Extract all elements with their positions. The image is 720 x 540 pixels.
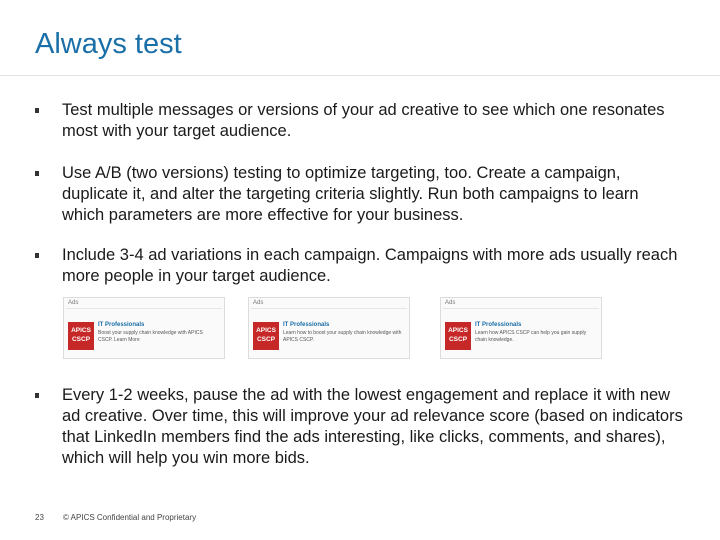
ad-copy: Learn how to boost your supply chain knowledge with APICS CSCP. bbox=[283, 330, 402, 343]
ad-preview bbox=[440, 297, 602, 359]
ad-preview bbox=[248, 297, 410, 359]
ad-headline: IT Professionals bbox=[475, 322, 522, 328]
bullet-item bbox=[35, 100, 685, 142]
ads-label: Ads bbox=[253, 300, 264, 306]
bullet-square-icon bbox=[35, 171, 39, 176]
apics-logo bbox=[445, 322, 471, 350]
ad-divider bbox=[443, 308, 599, 309]
ad-headline: IT Professionals bbox=[98, 322, 145, 328]
bullet-item bbox=[35, 163, 685, 226]
bullet-square-icon bbox=[35, 253, 39, 258]
page-number: 23 bbox=[35, 513, 44, 522]
logo-line: CSCP bbox=[256, 336, 276, 343]
ad-headline: IT Professionals bbox=[283, 322, 330, 328]
bullet-item bbox=[35, 385, 685, 469]
bullet-text: Include 3-4 ad variations in each campaign. Campaigns with more ads usually reach more people in your target audience. bbox=[62, 246, 678, 285]
logo-line: APICS bbox=[256, 327, 276, 334]
logo-line: CSCP bbox=[448, 336, 468, 343]
ads-label: Ads bbox=[445, 300, 456, 306]
bullet-text: Use A/B (two versions) testing to optimize targeting, too. Create a campaign, duplicate it, and alter the targeting criteria slightly. Run both campaigns to learn which parameters are more effective for your business. bbox=[62, 164, 639, 224]
ad-copy: Learn how APICS CSCP can help you gain supply chain knowledge. bbox=[475, 330, 587, 343]
bullet-square-icon bbox=[35, 108, 39, 113]
ad-copy: Boost your supply chain knowledge with APICS CSCP. Learn More bbox=[98, 330, 203, 343]
ad-divider bbox=[66, 308, 222, 309]
bullet-square-icon bbox=[35, 393, 39, 398]
title-divider bbox=[0, 75, 720, 76]
ad-divider bbox=[251, 308, 407, 309]
apics-logo bbox=[253, 322, 279, 350]
bullet-text: Test multiple messages or versions of your ad creative to see which one resonates most with your target audience. bbox=[62, 101, 665, 140]
slide-title: Always test bbox=[35, 28, 182, 60]
logo-line: APICS bbox=[448, 327, 468, 334]
bullet-item bbox=[35, 245, 685, 287]
apics-logo bbox=[68, 322, 94, 350]
logo-line: APICS bbox=[71, 327, 91, 334]
ads-label: Ads bbox=[68, 300, 79, 306]
bullet-text: Every 1-2 weeks, pause the ad with the lowest engagement and replace it with new ad creative. Over time, this will improve your ad relevance score (based on indicators that LinkedIn members find the ads interesting, like clicks, comments, and shares), which will help you win more bids. bbox=[62, 386, 683, 467]
ad-preview bbox=[63, 297, 225, 359]
logo-line: CSCP bbox=[71, 336, 91, 343]
footer-copyright: © APICS Confidential and Proprietary bbox=[63, 513, 197, 522]
